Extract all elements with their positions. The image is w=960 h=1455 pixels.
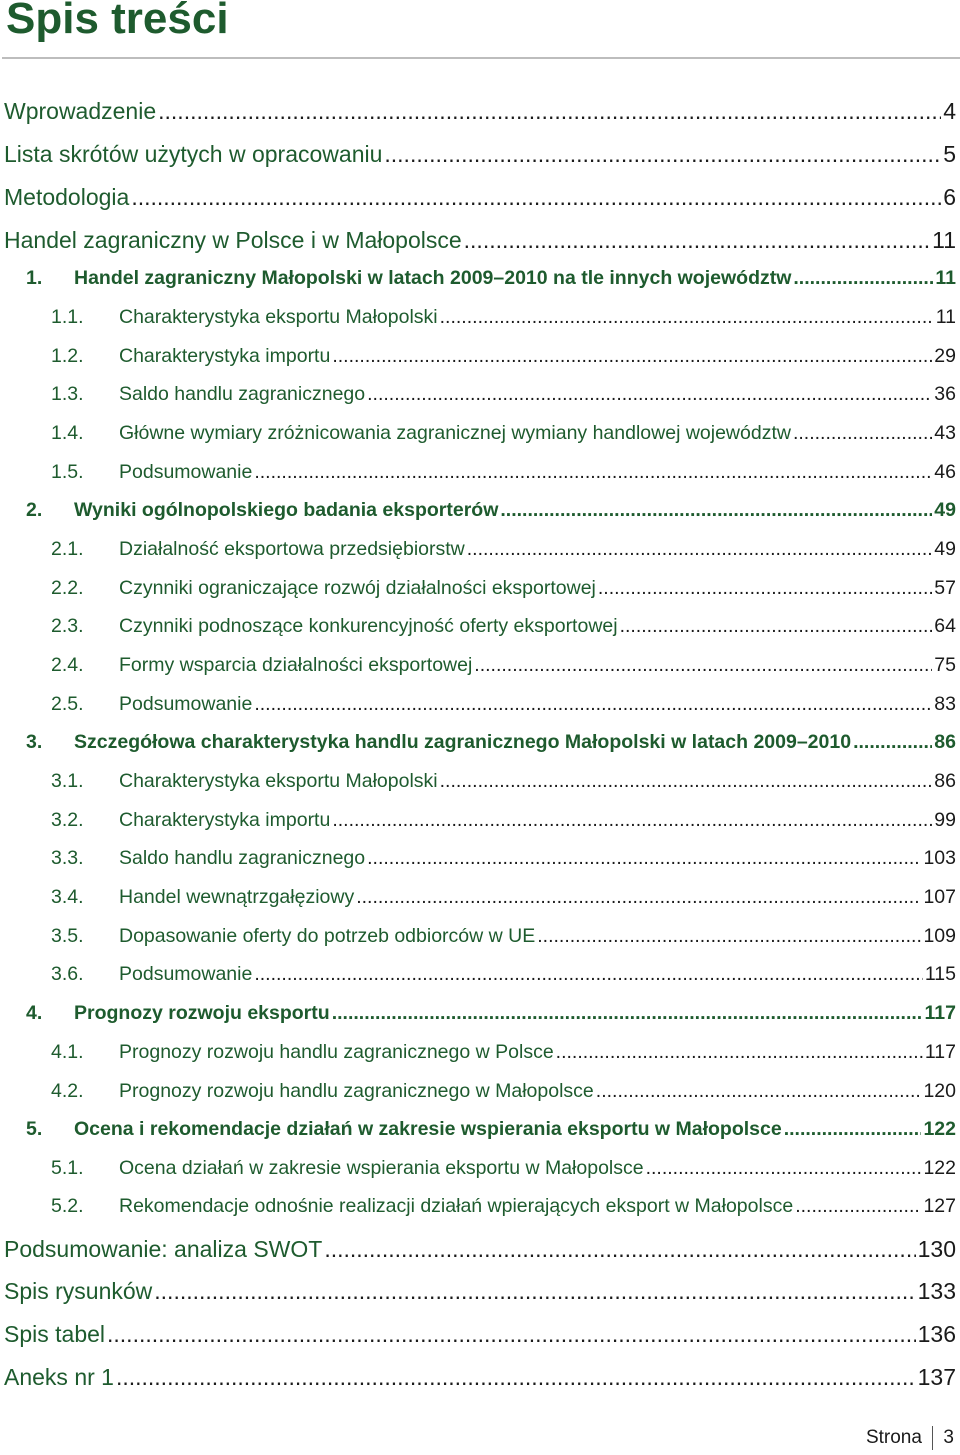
toc-entry[interactable] (4, 1364, 956, 1391)
toc-entry[interactable] (4, 1278, 956, 1305)
toc-entry-page: 83 (934, 693, 956, 715)
toc-entry-page: 107 (923, 886, 956, 908)
toc-entry-page: 49 (934, 538, 956, 560)
toc-entry-page: 115 (924, 963, 956, 985)
toc-entry-number: 1.3. (51, 383, 84, 405)
toc-entry-title: Prognozy rozwoju handlu zagranicznego w Małopolsce (119, 1080, 594, 1102)
toc-dot-leader (784, 1118, 922, 1141)
toc-entry-number: 2.2. (51, 577, 84, 599)
toc-dot-leader (793, 422, 932, 445)
title-divider (2, 57, 960, 59)
toc-entry-title: Handel zagraniczny w Polsce i w Małopolsce (4, 227, 462, 253)
toc-entry-page: 46 (934, 461, 956, 483)
toc-entry-title: Czynniki ograniczające rozwój działalności eksportowej (119, 577, 596, 599)
toc-dot-leader (332, 809, 932, 832)
toc-entry-page: 5 (943, 141, 956, 167)
toc-entry-number: 1.5. (51, 461, 84, 483)
page-title: Spis treści (6, 0, 229, 43)
toc-entry-title: Spis tabel (4, 1321, 106, 1347)
toc-dot-leader (853, 731, 932, 754)
toc-entry-title: Rekomendacje odnośnie realizacji działań wpierających eksport w Małopolsce (119, 1195, 794, 1217)
toc-entry-title: Główne wymiary zróżnicowania zagranicznej wymiany handlowej województw (119, 422, 791, 444)
toc-entry-number: 5.1. (51, 1157, 84, 1179)
toc-entry-title: Formy wsparcia działalności eksportowej (119, 654, 473, 676)
toc-dot-leader (254, 693, 932, 716)
toc-dot-leader (367, 847, 921, 870)
toc-entry-number: 2.5. (51, 693, 84, 715)
toc-entry-title: Wyniki ogólnopolskiego badania eksporterów (74, 499, 499, 521)
toc-entry-title: Saldo handlu zagranicznego (119, 383, 366, 405)
toc-entry-page: 29 (934, 345, 956, 367)
toc-entry-page: 4 (943, 98, 956, 124)
toc-entry-number: 3. (26, 731, 43, 753)
toc-entry[interactable] (51, 1157, 956, 1180)
toc-dot-leader (474, 654, 932, 677)
toc-dot-leader (556, 1041, 923, 1064)
toc-entry[interactable] (51, 461, 956, 484)
footer-separator (932, 1426, 934, 1450)
toc-dot-leader (795, 1195, 921, 1218)
toc-entry[interactable] (26, 1118, 956, 1141)
toc-entry-page: 109 (923, 925, 956, 947)
toc-entry[interactable] (51, 1195, 956, 1218)
toc-entry-page: 86 (934, 731, 956, 753)
toc-entry[interactable] (51, 809, 956, 832)
toc-entry[interactable] (4, 141, 956, 168)
toc-entry-title: Metodologia (4, 184, 130, 210)
toc-entry-page: 64 (934, 615, 956, 637)
toc-entry-page: 122 (923, 1157, 956, 1179)
toc-entry[interactable] (51, 422, 956, 445)
toc-entry-number: 3.5. (51, 925, 84, 947)
toc-dot-leader (440, 770, 933, 793)
toc-entry-page: 120 (923, 1080, 956, 1102)
page-footer (866, 1426, 954, 1450)
toc-entry-page: 136 (917, 1321, 956, 1347)
toc-dot-leader (254, 461, 932, 484)
toc-entry-title: Charakterystyka eksportu Małopolski (119, 306, 438, 328)
toc-entry-page: 122 (923, 1118, 956, 1140)
toc-entry-title: Podsumowanie: analiza SWOT (4, 1236, 323, 1262)
toc-dot-leader (384, 141, 941, 168)
footer-page-number: 3 (943, 1427, 954, 1448)
toc-entry[interactable] (51, 538, 956, 561)
toc-entry-title: Ocena działań w zakresie wspierania eksportu w Małopolsce (119, 1157, 644, 1179)
toc-entry[interactable] (51, 1080, 956, 1103)
toc-entry-number: 1.1. (51, 306, 84, 328)
toc-entry-title: Ocena i rekomendacje działań w zakresie wspierania eksportu w Małopolsce (74, 1118, 782, 1140)
toc-entry[interactable] (4, 98, 956, 125)
toc-entry[interactable] (51, 925, 956, 948)
toc-entry[interactable] (51, 963, 956, 986)
toc-dot-leader (154, 1278, 915, 1305)
toc-entry-page: 11 (935, 306, 956, 328)
toc-entry[interactable] (51, 847, 956, 870)
toc-entry-title: Szczegółowa charakterystyka handlu zagranicznego Małopolski w latach 2009–2010 (74, 731, 852, 753)
toc-entry-title: Charakterystyka eksportu Małopolski (119, 770, 438, 792)
toc-entry-page: 117 (924, 1002, 956, 1024)
toc-dot-leader (464, 227, 930, 254)
toc-entry[interactable] (26, 1002, 956, 1025)
toc-entry[interactable] (51, 306, 956, 329)
toc-entry-title: Podsumowanie (119, 693, 253, 715)
toc-dot-leader (116, 1364, 916, 1391)
toc-entry-number: 3.3. (51, 847, 84, 869)
toc-dot-leader (367, 383, 932, 406)
toc-entry-page: 6 (943, 184, 956, 210)
toc-dot-leader (158, 98, 941, 125)
toc-entry-number: 2.1. (51, 538, 84, 560)
toc-entry-page: 11 (932, 227, 956, 253)
toc-entry-number: 2.4. (51, 654, 84, 676)
toc-entry[interactable] (26, 267, 956, 290)
toc-entry[interactable] (26, 499, 956, 522)
toc-dot-leader (254, 963, 923, 986)
toc-dot-leader (107, 1321, 916, 1348)
toc-entry-title: Aneks nr 1 (4, 1364, 114, 1390)
toc-entry-number: 5. (26, 1118, 43, 1140)
toc-dot-leader (467, 538, 933, 561)
toc-dot-leader (620, 615, 933, 638)
toc-entry-title: Czynniki podnoszące konkurencyjność oferty eksportowej (119, 615, 618, 637)
toc-entry[interactable] (51, 654, 956, 677)
toc-entry[interactable] (4, 1321, 956, 1348)
toc-dot-leader (332, 1002, 923, 1025)
toc-entry-page: 103 (923, 847, 956, 869)
toc-entry-title: Działalność eksportowa przedsiębiorstw (119, 538, 465, 560)
toc-entry-number: 1. (26, 267, 43, 289)
toc-entry-number: 3.2. (51, 809, 84, 831)
toc-entry-title: Lista skrótów użytych w opracowaniu (4, 141, 383, 167)
toc-entry[interactable] (51, 693, 956, 716)
toc-entry-page: 43 (934, 422, 956, 444)
toc-entry[interactable] (51, 383, 956, 406)
toc-dot-leader (598, 577, 932, 600)
toc-dot-leader (356, 886, 921, 909)
toc-entry-title: Charakterystyka importu (119, 809, 331, 831)
toc-entry-page: 49 (934, 499, 956, 521)
toc-dot-leader (537, 925, 921, 948)
toc-entry-page: 86 (934, 770, 956, 792)
toc-entry-title: Wprowadzenie (4, 98, 157, 124)
toc-entry-page: 11 (935, 267, 956, 289)
toc-entry[interactable] (51, 770, 956, 793)
toc-entry-number: 1.4. (51, 422, 84, 444)
toc-dot-leader (332, 345, 932, 368)
toc-entry[interactable] (51, 1041, 956, 1064)
toc-entry-number: 3.6. (51, 963, 84, 985)
toc-entry-number: 3.1. (51, 770, 84, 792)
toc-entry-number: 4.1. (51, 1041, 84, 1063)
toc-dot-leader (131, 184, 941, 211)
toc-entry-title: Podsumowanie (119, 461, 253, 483)
toc-entry-number: 1.2. (51, 345, 84, 367)
toc-entry-number: 3.4. (51, 886, 84, 908)
toc-dot-leader (793, 267, 933, 290)
toc-dot-leader (646, 1157, 922, 1180)
toc-entry-page: 75 (934, 654, 956, 676)
toc-entry-number: 2.3. (51, 615, 84, 637)
toc-entry-title: Prognozy rozwoju eksportu (74, 1002, 330, 1024)
footer-label: Strona (865, 1427, 922, 1448)
toc-entry-page: 130 (917, 1236, 956, 1262)
toc-entry-page: 127 (923, 1195, 956, 1217)
toc-dot-leader (500, 499, 932, 522)
toc-dot-leader (596, 1080, 922, 1103)
toc-entry[interactable] (51, 345, 956, 368)
toc-entry-number: 5.2. (51, 1195, 84, 1217)
toc-entry[interactable] (4, 184, 956, 211)
toc-entry-page: 36 (934, 383, 956, 405)
toc-entry-title: Podsumowanie (119, 963, 253, 985)
toc-entry-title: Charakterystyka importu (119, 345, 331, 367)
toc-entry[interactable] (51, 577, 956, 600)
toc-entry-title: Saldo handlu zagranicznego (119, 847, 366, 869)
toc-entry-number: 4.2. (51, 1080, 84, 1102)
toc-entry-title: Spis rysunków (4, 1278, 153, 1304)
toc-entry-title: Prognozy rozwoju handlu zagranicznego w Polsce (119, 1041, 554, 1063)
toc-entry[interactable] (4, 1236, 956, 1263)
toc-entry[interactable] (51, 615, 956, 638)
toc-entry-number: 4. (26, 1002, 43, 1024)
toc-entry-page: 117 (924, 1041, 956, 1063)
toc-entry-page: 137 (917, 1364, 956, 1390)
toc-entry-number: 2. (26, 499, 43, 521)
toc-entry-page: 99 (934, 809, 956, 831)
toc-entry[interactable] (4, 227, 956, 254)
toc-dot-leader (440, 306, 934, 329)
toc-dot-leader (324, 1236, 915, 1263)
toc-entry-page: 57 (934, 577, 956, 599)
toc-entry[interactable] (26, 731, 956, 754)
toc-entry-title: Dopasowanie oferty do potrzeb odbiorców w UE (119, 925, 536, 947)
toc-entry-title: Handel zagraniczny Małopolski w latach 2009–2010 na tle innych województw (74, 267, 792, 289)
toc-entry-page: 133 (917, 1278, 956, 1304)
toc-entry[interactable] (51, 886, 956, 909)
toc-entry-title: Handel wewnątrzgałęziowy (119, 886, 355, 908)
